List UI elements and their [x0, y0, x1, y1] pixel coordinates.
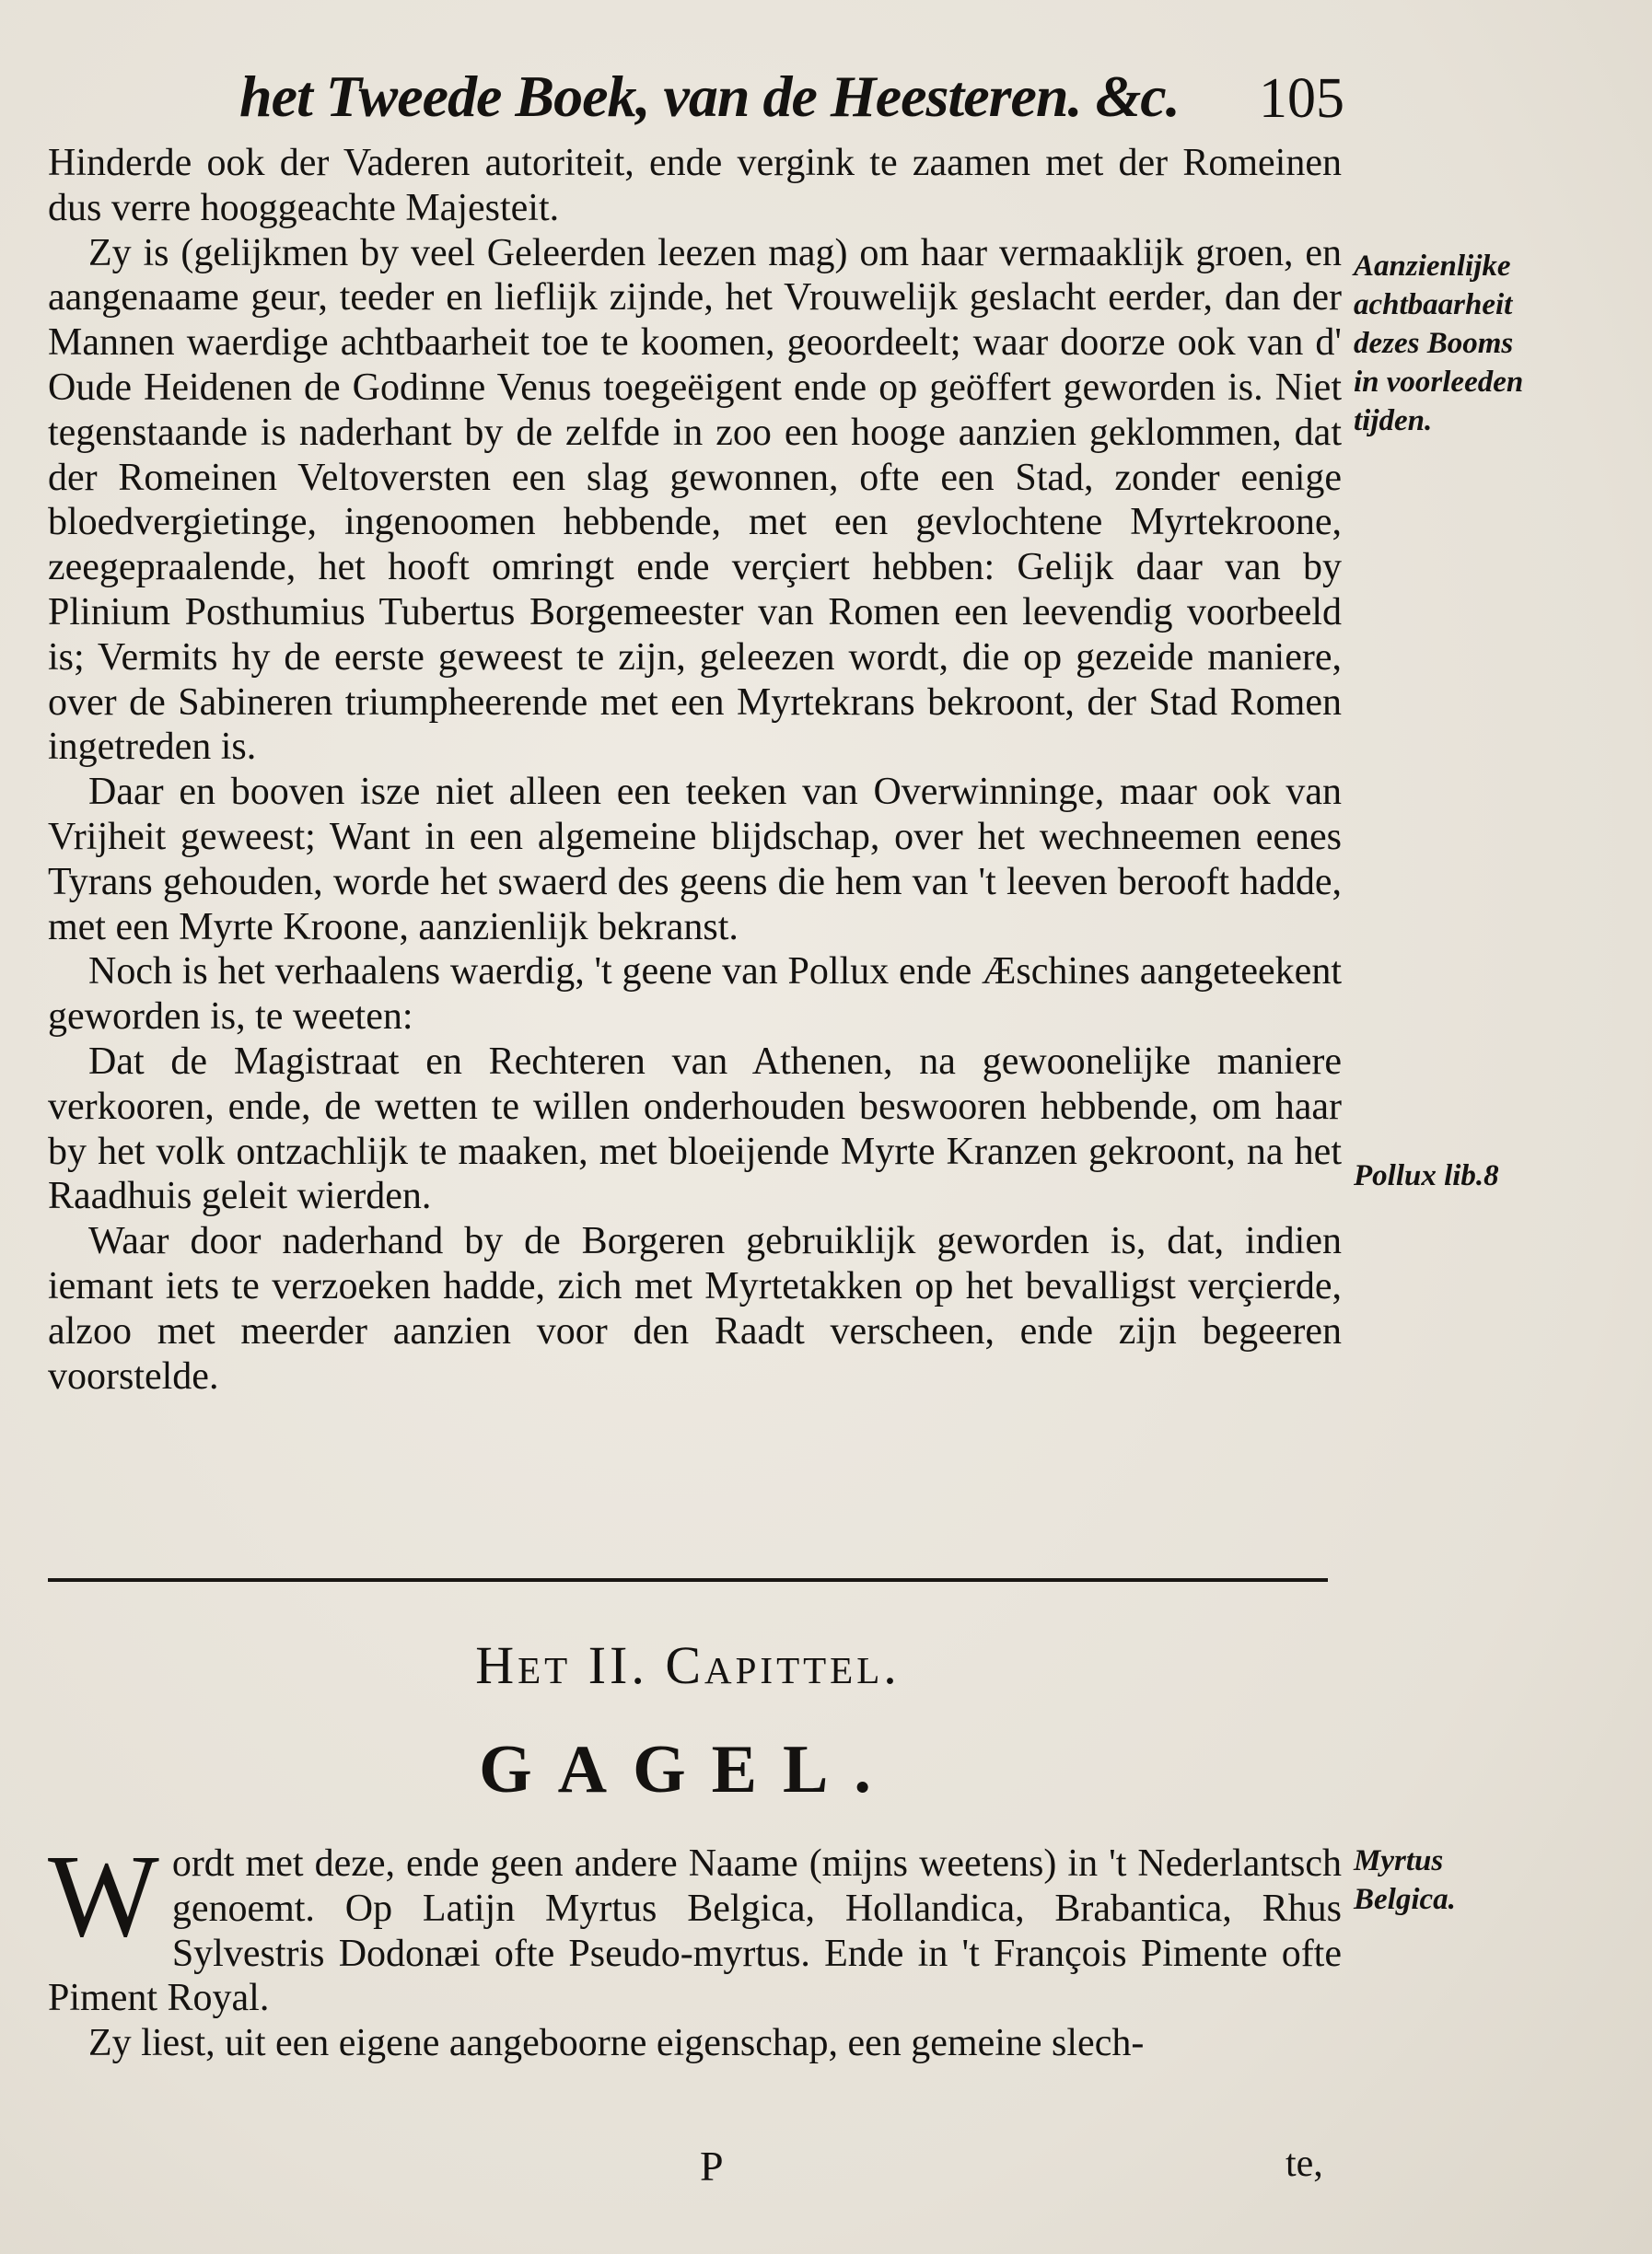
gagel-paragraph-2: Zy liest, uit een eigene aangeboorne eigenschap, een gemeine slech-	[88, 2022, 1145, 2065]
paragraph-4: Noch is het verhaalens waerdig, 't geene van Pollux ende Æschines aangeteekent geworden is, te weeten:	[48, 950, 1342, 1039]
paragraph-2: Zy is (gelijkmen by veel Geleerden leezen mag) om haar vermaaklijk groen, en aangenaame geur, teeder en lieflijk zijnde, het Vrouwelijk geslacht eerder, dan der Mannen waerdige achtbaarheit toe te koomen, geoordeelt; waar doorze ook van d' Oude Heidenen de Godinne Venus toegeëigent ende op geöffert geworden is. Niet tegenstaande is naderhant by de zelfde in zoo een hooge aanzien geklommen, dat der Romeinen Veltoversten een slag gewonnen, ofte een Stad, zonder eenige bloedvergietinge, ingenoomen hebbende, met een gevlochtene Myrtekroone, zeegepraalende, het hooft omringt ende verçiert hebben: Gelijk daar van by Plinium Posthumius Tubertus Borgemeester van Romen een leevendig voorbeeld is; Vermits hy de eerste geweest te zijn, geleezen wordt, die op gezeide maniere, over de Sabineren triumpheerende met een Myrtekrans bekroont, der Stad Romen ingetreden is.	[48, 231, 1342, 769]
margin-note-3: Myrtus Belgica.	[1354, 1844, 1456, 1916]
gagel-text-column	[48, 1830, 1342, 2066]
gagel-paragraph-1-text: ordt met deze, ende geen andere Naame (mijns weetens) in 't Nederlantsch genoemt. Op Latijn Myrtus Belgica, Hollandica, Brabantica, Rhus Sylvestris Dodonæi ofte Pseudo-myrtus. Ende in 't François Pimente ofte Piment Royal.	[48, 1842, 1342, 2020]
catchword: te,	[1286, 2143, 1323, 2185]
page-header	[239, 53, 1344, 145]
margin-note-2: Pollux lib.8	[1354, 1159, 1499, 1192]
paragraph-5: Dat de Magistraat en Rechteren van Athenen, na gewoonelijke maniere verkooren, ende, de wetten te willen onderhouden beswooren hebbende, om haar by het volk ontzachlijk te maaken, met bloeijende Myrte Kranzen gekroont, na het Raadhuis geleit wierden.	[48, 1040, 1342, 1218]
paragraph-1: Hinderde ook der Vaderen autoriteit, ende vergink te zaamen met der Romeinen dus verre hooggeachte Majesteit.	[48, 142, 1342, 229]
paragraph-3: Daar en booven isze niet alleen een teeken van Overwinninge, maar ook van Vrijheit geweest; Want in een algemeine blijdschap, over het wechneemen eenes Tyrans gehouden, worde het swaerd des geens die hem van 't leeven berooft hadde, met een Myrte Kroone, aanzienlijk bekranst.	[48, 771, 1342, 948]
chapter-title: GAGEL.	[479, 1732, 897, 1807]
section-divider	[48, 1578, 1328, 1582]
signature-mark: P	[700, 2143, 724, 2190]
paragraph-6: Waar door naderhand by de Borgeren gebruiklijk geworden is, dat, indien iemant iets te verzoeken hadde, zich met Myrtetakken op het bevalligst verçierde, alzoo met meerder aanzien voor den Raadt verscheen, ende zijn begeeren voorstelde.	[48, 1220, 1342, 1398]
chapter-heading: Het II. Capittel.	[475, 1635, 901, 1695]
drop-cap: W	[48, 1830, 159, 1961]
gagel-paragraph-1	[48, 1830, 1342, 2021]
margin-note-1: Aanzienlijke achtbaarheit dezes Booms in voorleeden tijden.	[1354, 250, 1524, 437]
running-head: het Tweede Boek, van de Heesteren. &c.	[239, 64, 1180, 129]
main-text-column	[48, 141, 1342, 1399]
page-number: 105	[1259, 67, 1344, 130]
